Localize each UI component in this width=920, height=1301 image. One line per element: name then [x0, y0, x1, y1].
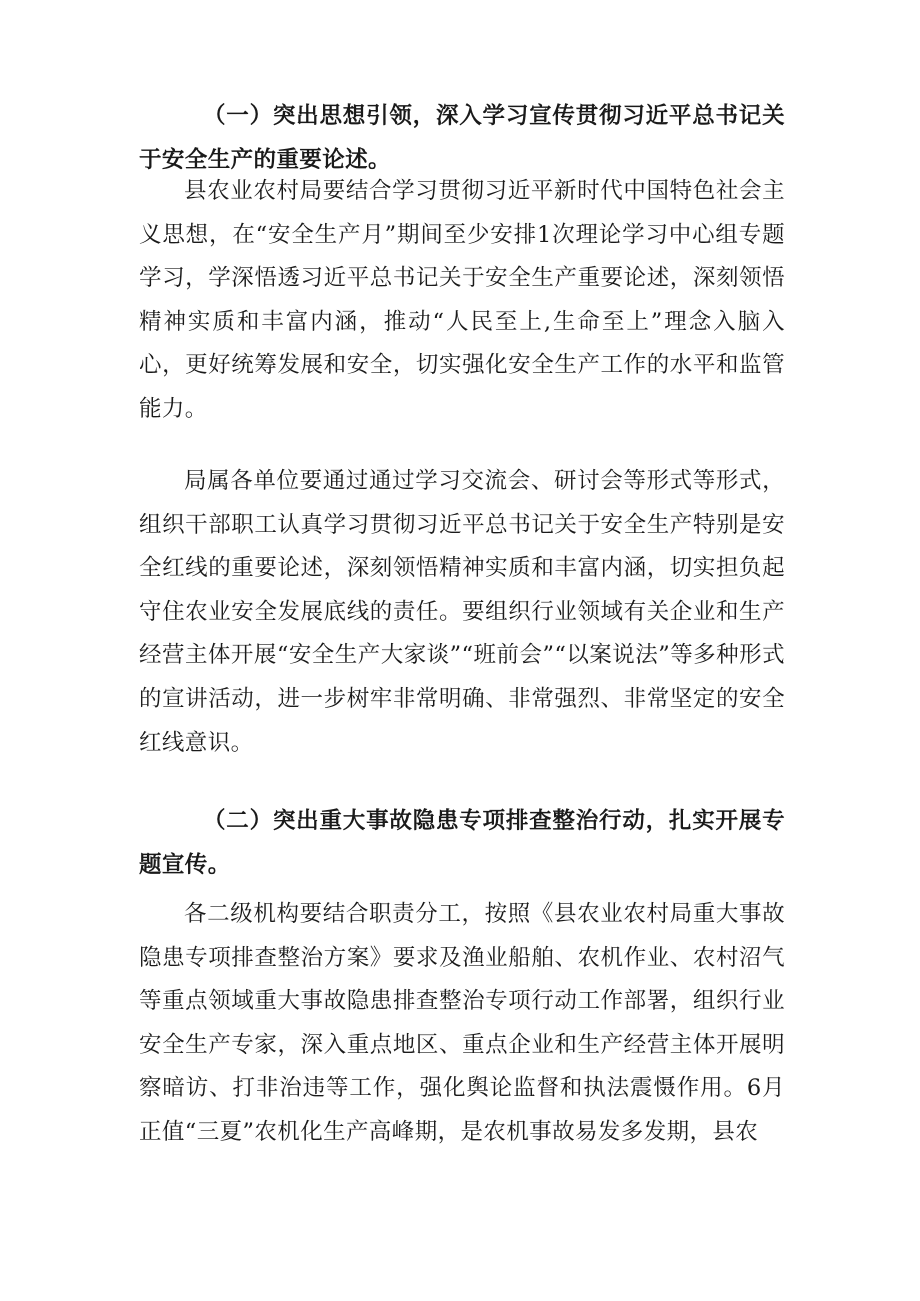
section-heading-1: （一）突出思想引领，深入学习宣传贯彻习近平总书记关于安全生产的重要论述。 [139, 103, 785, 173]
section-1-paragraph-2: 局属各单位要通过通过学习交流会、研讨会等形式等形式，组织干部职工认真学习贯彻习近平总书记关于安全生产特别是安全红线的重要论述，深刻领悟精神实质和丰富内涵，切实担负起守住农业安全发展底线的责任。要组织行业领域有关企业和生产经营主体开展“安全生产大家谈”“班前会”“以案说法”等多种形式的宣讲活动，进一步树牢非常明确、非常强烈、非常坚定的安全红线意识。 [139, 468, 785, 756]
section-2-paragraph-1: 各二级机构要结合职责分工，按照《县农业农村局重大事故隐患专项排查整治方案》要求及渔业船舶、农机作业、农村沼气等重点领域重大事故隐患排查整治专项行动工作部署，组织行业安全生产专家，深入重点地区、重点企业和生产经营主体开展明察暗访、打非治违等工作，强化舆论监督和执法震慑作用。6月正值“三夏”农机化生产高峰期，是农机事故易发多发期，县农 [139, 901, 785, 1145]
section-heading-2: （二）突出重大事故隐患专项排查整治行动，扎实开展专题宣传。 [139, 808, 785, 878]
section-1-paragraph-1: 县农业农村局要结合学习贯彻习近平新时代中国特色社会主义思想，在“安全生产月”期间至少安排1次理论学习中心组专题学习，学深悟透习近平总书记关于安全生产重要论述，深刻领悟精神实质和丰富内涵，推动“人民至上,生命至上”理念入脑入心，更好统筹发展和安全，切实强化安全生产工作的水平和监管能力。 [139, 178, 785, 422]
